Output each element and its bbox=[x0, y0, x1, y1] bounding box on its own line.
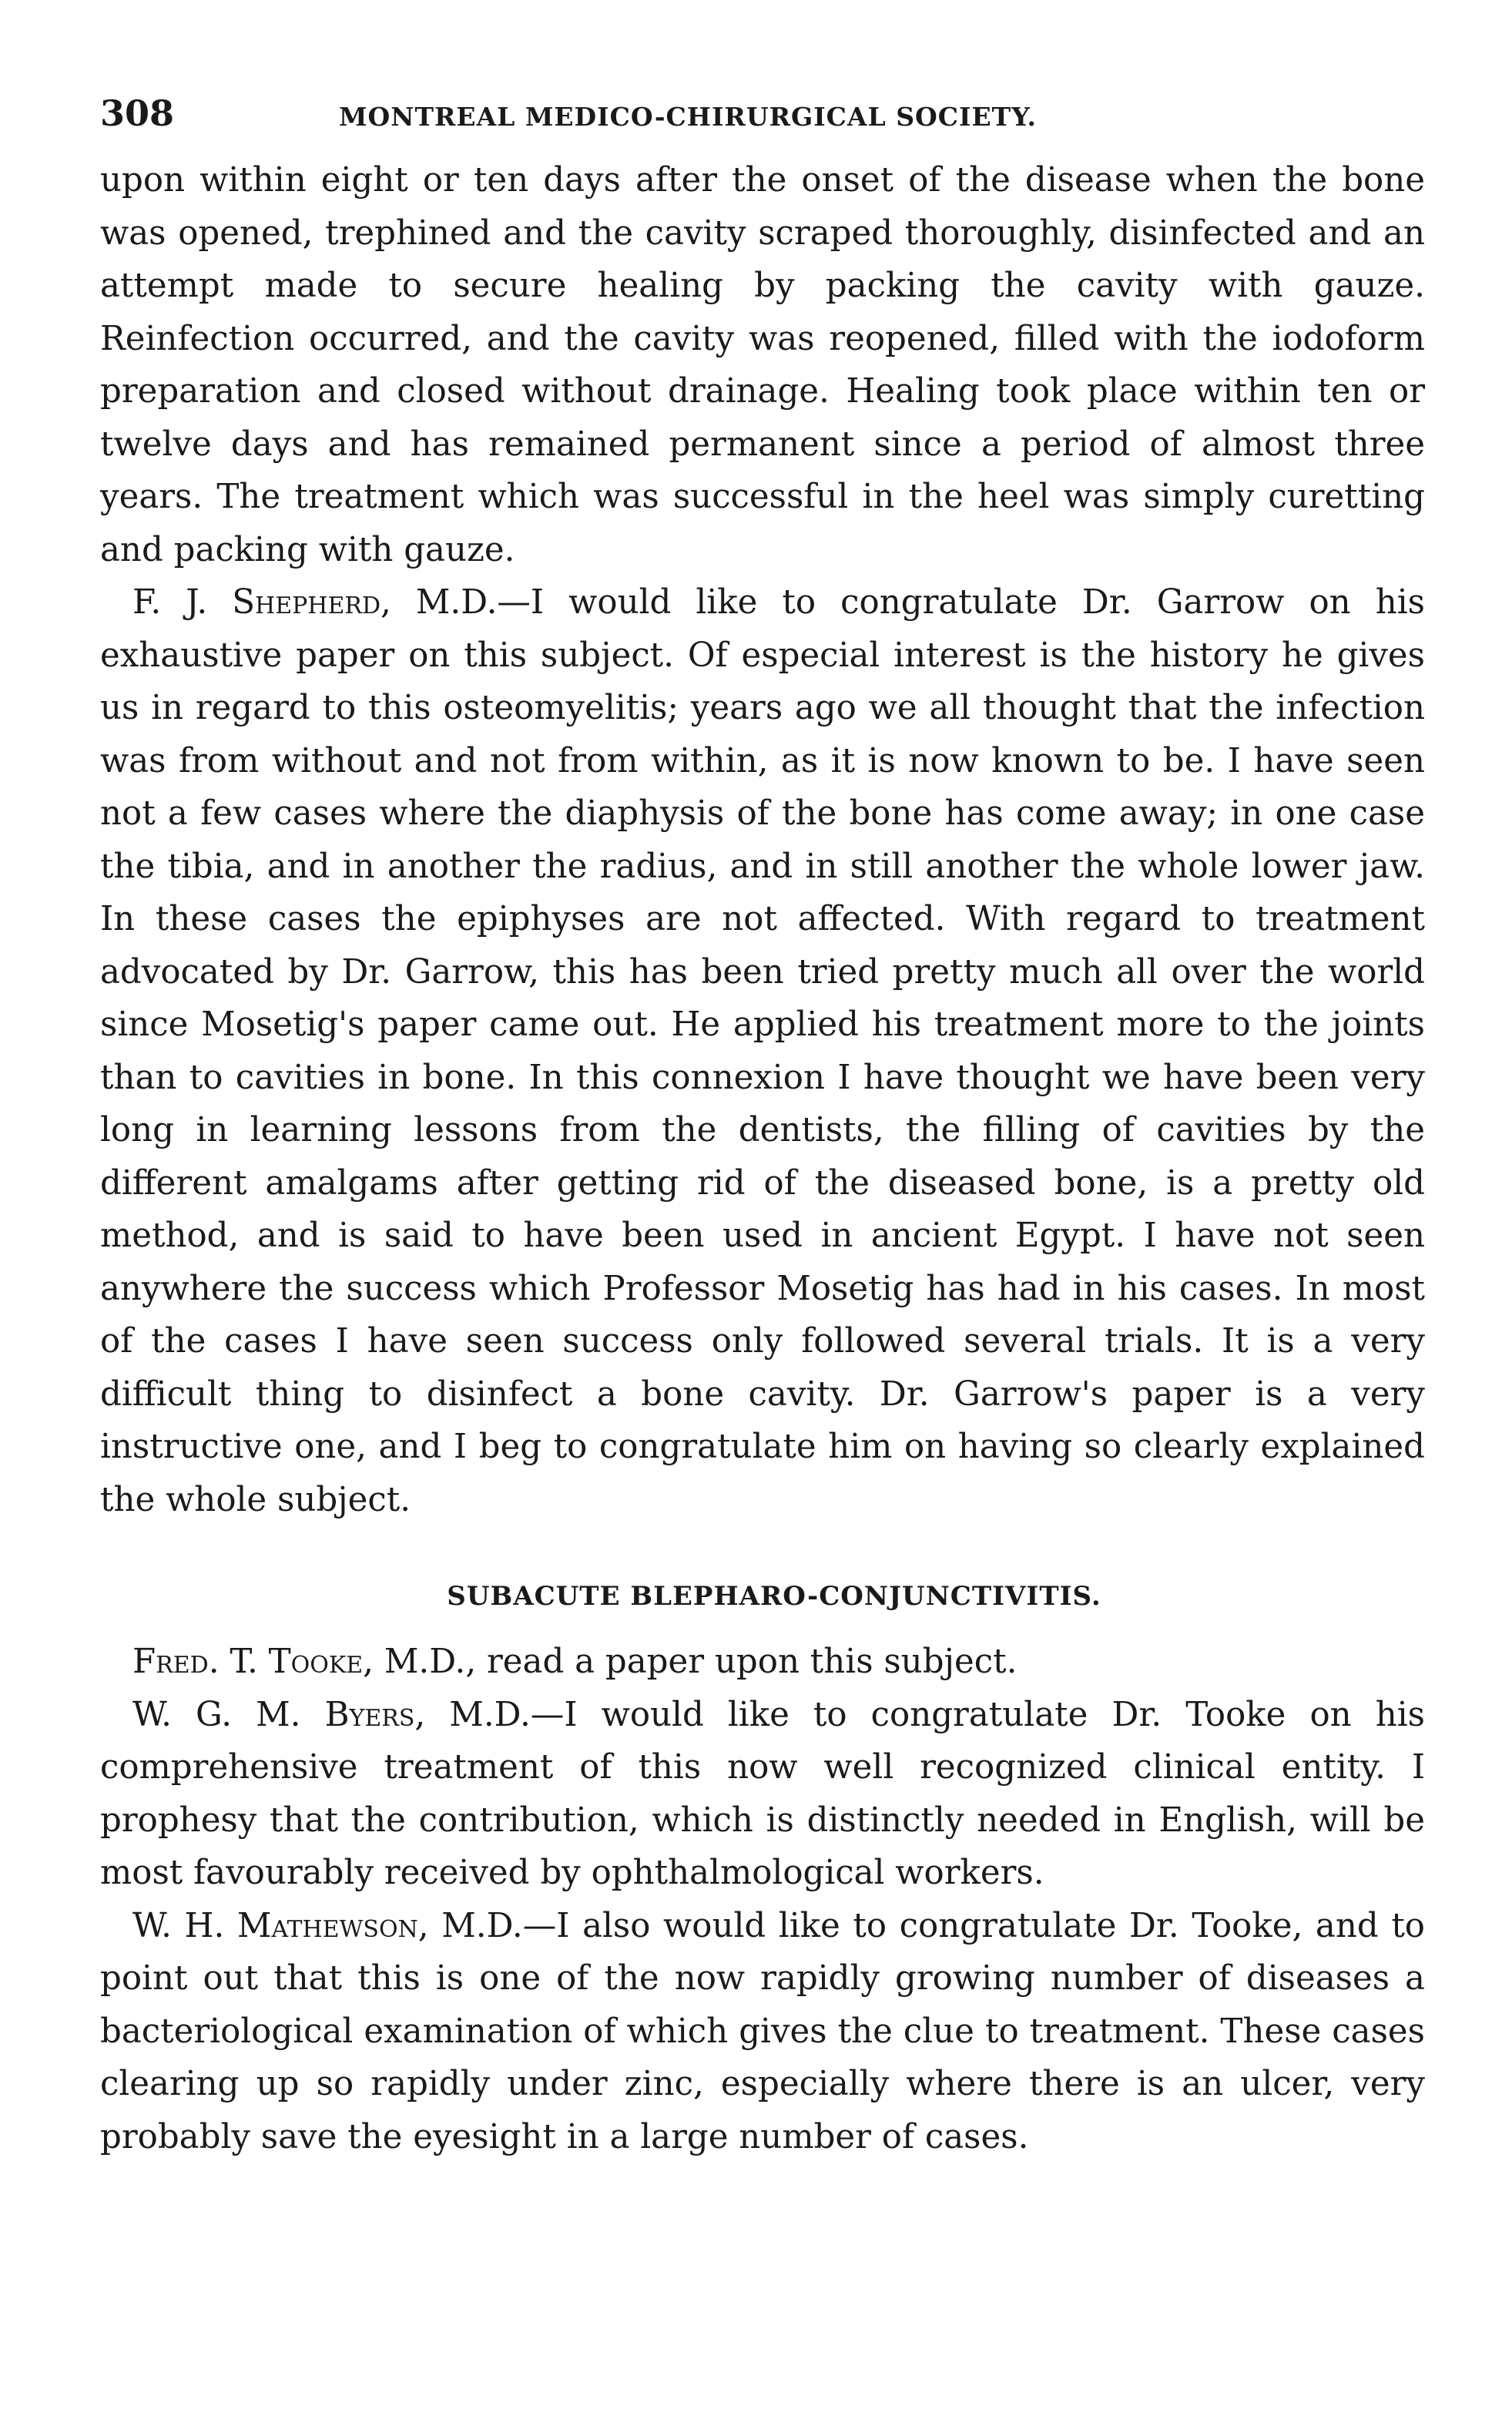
speaker-name: W. G. M. Byers, M.D. bbox=[132, 1695, 531, 1734]
paragraph-text: upon within eight or ten days after the onset of the disease when the bone was opened, trephined and the cavity scraped thoroughly, disinfected and an attempt made to secure healing by packing the cavity with gauze. Reinfection occurred, and the cavity was reopened, filled with the iodoform preparation and closed without drainage. Healing took place within ten or twelve days and has remained permanent since a period of almost three years. The treatment which was successful in the heel was simply curetting and packing with gauze. bbox=[100, 161, 1425, 569]
paragraph-byers-remarks bbox=[100, 1689, 1425, 1900]
page-number: 308 bbox=[100, 92, 175, 134]
speaker-name: Fred. T. Tooke, M.D., bbox=[132, 1643, 477, 1681]
paragraph-shepherd-remarks bbox=[100, 576, 1425, 1526]
paragraph-text: —I also would like to congratulate Dr. Tooke, and to point out that this is one of the now rapidly growing number of diseases a bacteriological examination of which gives the clue to treatment. These cases clearing up so rapidly under zinc, especially where there is an ulcer, very probably save the eyesight in a large number of cases. bbox=[100, 1906, 1425, 2156]
running-head bbox=[100, 92, 1425, 154]
paragraph-continuation bbox=[100, 154, 1425, 576]
section-heading: SUBACUTE BLEPHARO-CONJUNCTIVITIS. bbox=[447, 1581, 1101, 1612]
running-title: MONTREAL MEDICO-CHIRURGICAL SOCIETY. bbox=[339, 102, 1037, 132]
speaker-name: F. J. Shepherd, M.D. bbox=[132, 583, 498, 622]
paragraph-text: read a paper upon this subject. bbox=[476, 1643, 1017, 1681]
speaker-name: W. H. Mathewson, M.D. bbox=[132, 1906, 523, 1945]
paragraph-tooke-paper bbox=[100, 1636, 1425, 1689]
paragraph-mathewson-remarks bbox=[100, 1900, 1425, 2164]
paragraph-text: —I would like to congratulate Dr. Tooke on his comprehensive treatment of this now well recognized clinical entity. I prophesy that the contribution, which is distinctly needed in English, will be most favourably received by ophthalmological workers. bbox=[100, 1695, 1425, 1892]
paragraph-text: —I would like to congratulate Dr. Garrow on his exhaustive paper on this subject. Of especial interest is the history he gives us in regard to this osteomyelitis; years ago we all thought that the infection was from without and not from within, as it is now known to be. I have seen not a few cases where the diaphysis of the bone has come away; in one case the tibia, and in another the radius, and in still another the whole lower jaw. In these cases the epiphyses are not affected. With regard to treatment advocated by Dr. Garrow, this has been tried pretty much all over the world since Mosetig's paper came out. He applied his treatment more to the joints than to cavities in bone. In this connexion I have thought we have been very long in learning lessons from the dentists, the filling of cavities by the different amalgams after getting rid of the diseased bone, is a pretty old method, and is said to have been used in ancient Egypt. I have not seen anywhere the success which Professor Mosetig has had in his cases. In most of the cases I have seen success only followed several trials. It is a very difficult thing to disinfect a bone cavity. Dr. Garrow's paper is a very instructive one, and I beg to congratulate him on having so clearly explained the whole subject. bbox=[100, 583, 1425, 1519]
document-page bbox=[100, 92, 1425, 2163]
